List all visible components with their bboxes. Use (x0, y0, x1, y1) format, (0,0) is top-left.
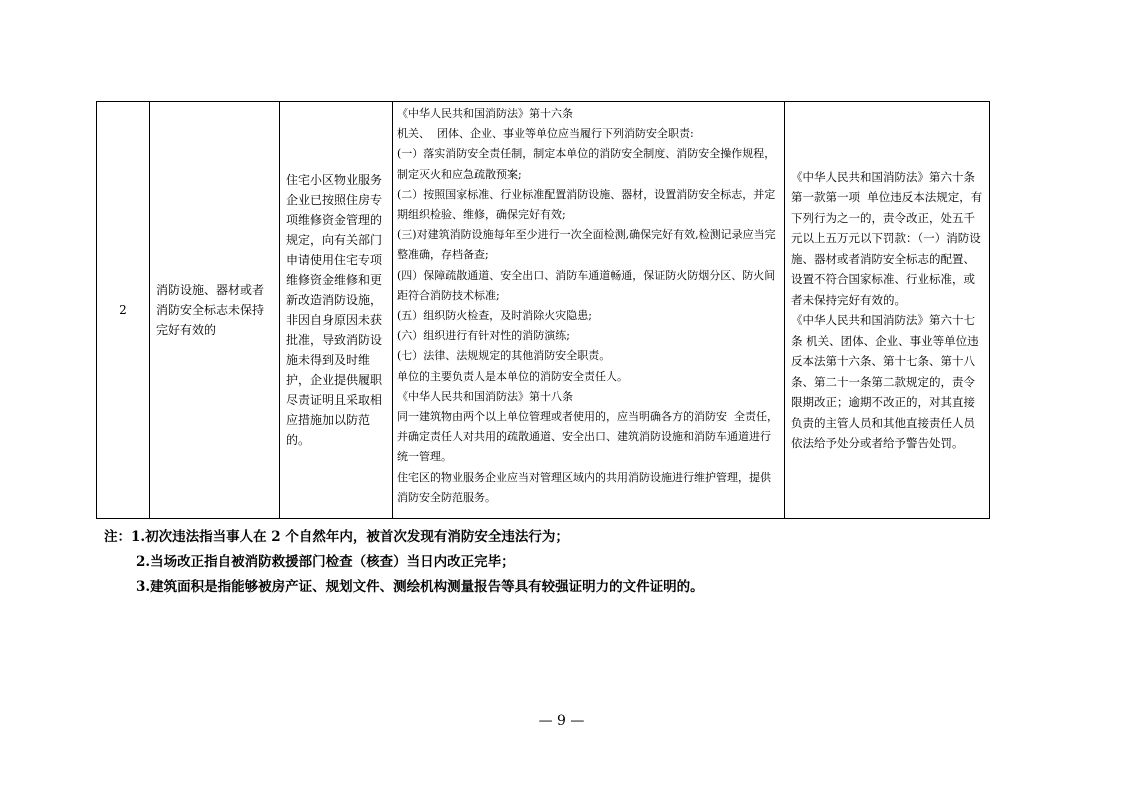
basis-line: (五）组织防火检查，及时消除火灾隐患; (397, 309, 592, 323)
note-2: 2.当场改正指自被消防救援部门检查（核查）当日内改正完毕； (136, 554, 515, 570)
basis-line: (七）法律、法规规定的其他消防安全职责。 (397, 349, 611, 363)
row-number-cell (97, 102, 149, 518)
basis-line: (一）落实消防安全责任制，制定本单位的消防安全制度、消防安全操作规程，制定灭火和应急疏散预案; (397, 147, 776, 181)
basis-line: 《中华人民共和国消防法》第十八条 (397, 389, 573, 403)
basis-line: (六）组织进行有针对性的消防演练; (397, 329, 570, 343)
violation-item-cell (149, 102, 279, 518)
basis-line: (四）保障疏散通道、安全出口、消防车通道畅通，保证防火防烟分区、防火间距符合消防技术标准; (397, 268, 776, 302)
violation-item: 消防设施、器材或者消防安全标志未保持完好有效的 (156, 283, 265, 337)
note-3: 3.建筑面积是指能够被房产证、规划文件、测绘机构测量报告等具有较强证明力的文件证明的。 (136, 579, 704, 595)
penalty-basis-cell (784, 102, 990, 518)
penalty-paragraph: 《中华人民共和国消防法》第六十条第一款第一项 单位违反本法规定，有下列行为之一的，责令改正，处五千元以上五万元以下罚款：（一）消防设施、器材或者消防安全标志的配置、设置不符合国家标准、行业标准，或者未保持完好有效的。 (791, 169, 983, 307)
situation-text: 住宅小区物业服务企业已按照住房专项维修资金管理的规定，向有关部门申请使用住宅专项维修资金维修和更新改造消防设施，非因自身原因未获批准，导致消防设施未得到及时维护，企业提供履职尽责证明且采取相应措施加以防范的。 (286, 173, 383, 447)
penalty-table (96, 101, 990, 519)
basis-line: 住宅区的物业服务企业应当对管理区域内的共用消防设施进行维护管理，提供消防安全防范服务。 (397, 470, 771, 504)
penalty-paragraph: 《中华人民共和国消防法》第六十七条 机关、团体、企业、事业等单位违反本法第十六条、第十七条、第十八条、第二十一条第二款规定的，责令限期改正；逾期不改正的，对其直接负责的主管人员和其他直接责任人员依法给予处分或者给予警告处罚。 (791, 313, 979, 450)
note-1: 注：1.初次违法指当事人在 2 个自然年内，被首次发现有消防安全违法行为； (104, 529, 569, 545)
basis-line: 机关、 团体、企业、事业等单位应当履行下列消防安全职责: (397, 127, 694, 141)
basis-line: 同一建筑物由两个以上单位管理或者使用的，应当明确各方的消防安 全责任，并确定责任人对共用的疏散通道、安全出口、建筑消防设施和消防车通道进行统一管理。 (397, 410, 778, 464)
basis-line: 《中华人民共和国消防法》第十六条 (397, 107, 573, 120)
legal-basis-cell (392, 102, 784, 518)
row-number: 2 (119, 303, 127, 317)
page-number: — 9 — (538, 713, 585, 729)
basis-line: 单位的主要负责人是本单位的消防安全责任人。 (397, 369, 628, 383)
notes (104, 525, 704, 600)
basis-line: (三)对建筑消防设施每年至少进行一次全面检测,确保完好有效,检测记录应当完整准确，存档备查; (397, 228, 776, 262)
basis-line: (二）按照国家标准、行业标准配置消防设施、器材，设置消防安全标志，并定期组织检验、维修，确保完好有效; (397, 187, 776, 222)
situation-cell (279, 102, 392, 518)
